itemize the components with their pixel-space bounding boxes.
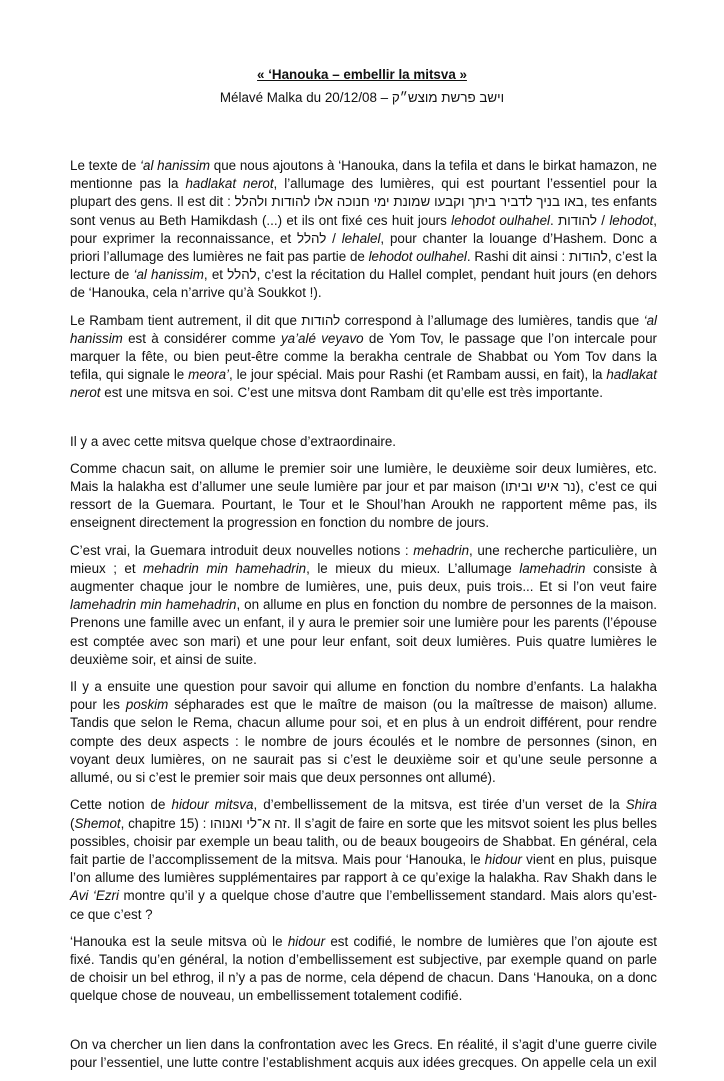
text-run: est codifié, le nombre de lumières que l’on ajoute est fixé. Tandis qu’en général, la notion d’embellissement est subjective, par exemple quand on parle de choisir un bel ethrog, il n’y a pas de norme, cela dépend de chacun. Dans ‘Hanouka, on a donc quelque chose de nouveau, un embellissement totalement codifié.: [70, 933, 657, 1004]
document-subtitle: Mélavé Malka du 20/12/08 – וישב פרשת מוצש״ק: [219, 90, 505, 105]
text-run: Il y a ensuite une question pour savoir qui allume en fonction du nombre d’enfants. La halakha pour les: [70, 679, 657, 713]
text-run: sépharades est que le maître de maison (ou la maîtresse de maison) allume. Tandis que selon le Rema, chacun allume pour soi, et en plus à un endroit différent, pour rendre compte des deux aspects : le nombre de jours écoulés et le nombre de personnes (sinon, en voyant deux lumières, on ne saurait pas si c’est le deuxième soir et qu’une seule personne a allumé, ou si c’est le premier soir mais que deux personnes ont allumé).: [70, 697, 657, 786]
italic-term: mehadrin min hamehadrin: [143, 560, 307, 576]
text-run: (: [70, 815, 75, 831]
text-run: , l’allumage des lumières, qui est pourtant l’essentiel pour la plupart des gens. Il est dit :: [70, 176, 657, 210]
hebrew-text: להודות: [558, 212, 597, 228]
text-run: que nous ajoutons à ‘Hanouka, dans la tefila et dans le birkat hamazon, ne mentionne pas la: [70, 158, 657, 192]
italic-term: poskim: [125, 697, 169, 713]
hebrew-text: להודות: [568, 249, 608, 265]
paragraph: [70, 678, 657, 787]
text-run: , pour exprimer la reconnaissance, et: [70, 212, 657, 246]
text-run: . Il s’agit de faire en sorte que les mitsvot soient les plus belles possibles, choisir par exemple un beau talith, ou de beaux bougeoirs de Shabbat. En général, cela fait partie de l’accomplissement de la mitsva. Mais pour ‘Hanouka, le: [70, 815, 657, 867]
paragraph: [70, 460, 657, 533]
document-title: « ‘Hanouka – embellir la mitsva »: [257, 67, 467, 82]
hebrew-text: להודות: [301, 312, 341, 328]
text-run: , c’est la récitation du Hallel complet, pendant huit jours (en dehors de ‘Hanouka, cela n’arrive qu’à Soukkot !).: [70, 267, 657, 301]
italic-term: ‘al hanissim: [70, 312, 657, 346]
text-run: , on allume en plus en fonction du nombre de personnes de la maison. Prenons une famille avec un enfant, il y aura le premier soir une lumière pour les parents (l’épouse est comptée avec son mari) et une pour leur enfant, soit deux lumières. Puis quatre lumières le deuxième soir, et ainsi de suite.: [70, 597, 658, 667]
italic-term: lehalel: [341, 230, 381, 246]
paragraph: [70, 433, 657, 451]
text-run: /: [597, 212, 610, 228]
text-run: , le mieux du mieux. L’allumage: [306, 560, 520, 576]
paragraph: [70, 542, 657, 669]
paragraph: [70, 157, 657, 303]
italic-term: lamehadrin: [519, 560, 586, 576]
italic-term: mehadrin: [413, 542, 470, 558]
text-run: , le jour spécial. Mais pour Rashi (et Rambam aussi, en fait), la: [229, 367, 607, 383]
italic-term: meora’: [188, 367, 230, 383]
hebrew-text: באו בניך לדביר ביתך וקבעו שמונת ימי חנוכה אלו להודות ולהלל: [234, 194, 584, 210]
italic-term: lehodot: [609, 212, 654, 228]
text-run: .: [550, 212, 559, 228]
text-run: , c’est la lecture de: [70, 249, 657, 283]
italic-term: hidour mitsva: [171, 797, 254, 813]
italic-term: lehodot oulhahel: [368, 249, 467, 265]
italic-term: ‘al hanissim: [133, 267, 204, 283]
document-body: [70, 157, 657, 1081]
text-run: Le texte de: [70, 158, 141, 173]
italic-term: ‘al hanissim: [140, 158, 211, 173]
text-run: , pour chanter la louange d’Hashem. Donc a priori l’allumage des lumières ne fait pas partie de: [70, 230, 657, 265]
italic-term: hidour: [484, 851, 523, 867]
text-run: On va chercher un lien dans la confrontation avec les Grecs. En réalité, il s’agit d’une guerre civile pour l’essentiel, une lutte contre l’establishment acquis aux idées grecques. On appelle cela un exil: [70, 1036, 657, 1070]
text-run: consiste à augmenter chaque jour le nombre de lumières, une, puis deux, puis trois... Et si l’on veut faire: [70, 560, 657, 595]
italic-term: hadlakat nerot: [70, 367, 657, 401]
italic-term: hidour: [287, 933, 326, 949]
paragraph: [70, 312, 657, 403]
text-run: , d’embellissement de la mitsva, est tirée d’un verset de la: [253, 797, 626, 813]
text-run: Comme chacun sait, on allume le premier soir une lumière, le deuxième soir deux lumières, etc. Mais la halakha est d’allumer une seule lumière par jour et par maison (: [70, 460, 657, 495]
italic-term: Shemot: [74, 815, 121, 831]
italic-term: Shira: [625, 797, 657, 813]
text-run: est à considérer comme: [122, 330, 281, 346]
text-run: . Rashi dit ainsi :: [466, 249, 569, 265]
text-run: Le Rambam tient autrement, il dit que: [70, 312, 302, 328]
text-run: Il y a avec cette mitsva quelque chose d’extraordinaire.: [70, 433, 397, 449]
paragraph: [70, 1036, 657, 1072]
italic-term: ya’alé veyavo: [280, 330, 364, 346]
hebrew-text: להלל: [227, 267, 257, 283]
italic-term: lamehadrin min hamehadrin: [70, 597, 237, 613]
hebrew-text: נר איש וביתו: [505, 479, 576, 495]
hebrew-text: זה א־לי ואנוהו: [210, 815, 287, 831]
text-run: , tes enfants sont venus au Beth Hamikdash (...) et ils ont fixé ces huit jours: [70, 194, 657, 228]
paragraph: [70, 933, 657, 1006]
text-run: vient en plus, puisque l’on allume des lumières supplémentaires par rapport à ce qu’exige la halakha. Rav Shakh dans le: [70, 851, 657, 886]
text-run: /: [326, 230, 342, 246]
text-run: de Yom Tov, le passage que l’on intercale pour marquer la fête, ou bien peut-être comme la berakha centrale de Shabbat ou Yom Tov dans la tefila, qui signale le: [70, 330, 657, 383]
text-run: C’est vrai, la Guemara introduit deux nouvelles notions :: [70, 542, 414, 558]
text-run: ), c’est ce qui ressort de la Guemara. Pourtant, le Tour et le Shoul’han Aroukh ne rapportent même pas, ils enseignent directement la progression en fonction du nombre de jours.: [70, 479, 657, 531]
text-run: correspond à l’allumage des lumières, tandis que: [340, 312, 644, 328]
text-run: , chapitre 15) :: [120, 815, 211, 831]
text-run: Cette notion de: [70, 797, 172, 813]
paragraph: [70, 796, 657, 923]
italic-term: lehodot oulhahel: [451, 212, 551, 228]
text-run: , et: [203, 267, 228, 283]
italic-term: Avi ‘Ezri: [70, 888, 119, 904]
text-run: montre qu’il y a quelque chose d’autre que l’embellissement standard. Mais alors qu’est-ce que c’est ?: [70, 888, 657, 922]
text-run: ‘Hanouka est la seule mitsva où le: [70, 933, 288, 949]
text-run: , une recherche particulière, un mieux ; et: [70, 542, 657, 576]
text-run: est une mitsva en soi. C’est une mitsva dont Rambam dit qu’elle est très importante.: [100, 385, 603, 401]
hebrew-text: להלל: [297, 230, 327, 246]
italic-term: hadlakat nerot: [185, 176, 274, 192]
